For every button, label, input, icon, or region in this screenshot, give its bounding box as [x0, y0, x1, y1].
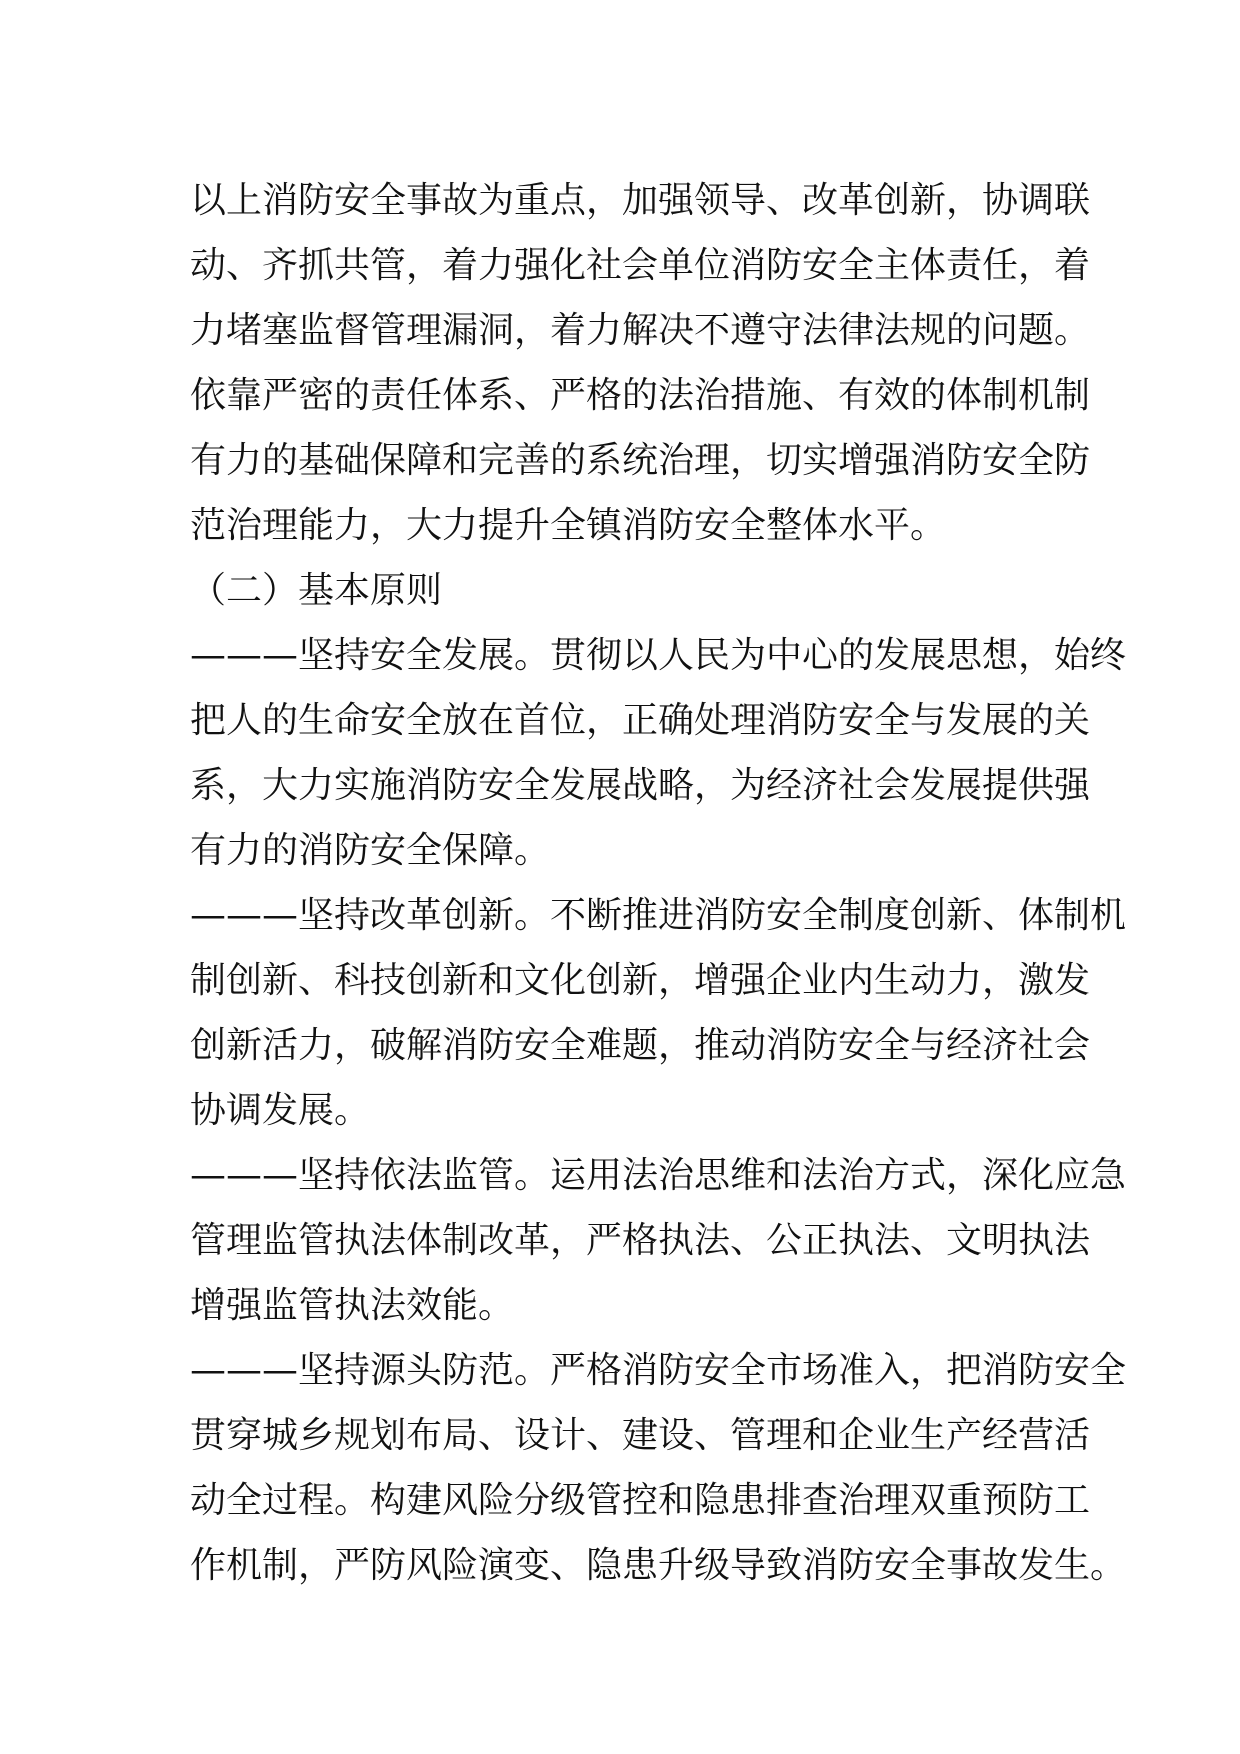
- text-line: 力堵塞监督管理漏洞，着力解决不遵守法律法规的问题。: [190, 310, 1091, 351]
- text-line: 动全过程。构建风险分级管控和隐患排查治理双重预防工: [190, 1480, 1091, 1521]
- text-line: ———坚持改革创新。不断推进消防安全制度创新、体制机: [190, 895, 1127, 936]
- text-line: 创新活力，破解消防安全难题，推动消防安全与经济社会: [190, 1025, 1091, 1066]
- text-line: 有力的基础保障和完善的系统治理，切实增强消防安全防: [190, 440, 1091, 481]
- document-body: [190, 168, 1127, 1598]
- text-line: ———坚持源头防范。严格消防安全市场准入，把消防安全: [190, 1350, 1127, 1391]
- text-line: 动、齐抓共管，着力强化社会单位消防安全主体责任，着: [190, 245, 1091, 286]
- text-line: 增强监管执法效能。: [190, 1285, 515, 1326]
- text-line: ———坚持安全发展。贯彻以人民为中心的发展思想，始终: [190, 635, 1127, 676]
- text-line: 范治理能力，大力提升全镇消防安全整体水平。: [190, 505, 947, 546]
- text-line: 依靠严密的责任体系、严格的法治措施、有效的体制机制: [190, 375, 1091, 416]
- text-line: 管理监管执法体制改革，严格执法、公正执法、文明执法: [190, 1220, 1091, 1261]
- text-line: 系，大力实施消防安全发展战略，为经济社会发展提供强: [190, 765, 1091, 806]
- text-line: 把人的生命安全放在首位，正确处理消防安全与发展的关: [190, 700, 1091, 741]
- section-heading: （二）基本原则: [190, 570, 443, 611]
- text-line: 制创新、科技创新和文化创新，增强企业内生动力，激发: [190, 960, 1091, 1001]
- text-line: 贯穿城乡规划布局、设计、建设、管理和企业生产经营活: [190, 1415, 1091, 1456]
- text-line: ———坚持依法监管。运用法治思维和法治方式，深化应急: [190, 1155, 1127, 1196]
- text-line: 协调发展。: [190, 1090, 371, 1131]
- text-line: 有力的消防安全保障。: [190, 830, 551, 871]
- text-line: 作机制，严防风险演变、隐患升级导致消防安全事故发生。: [190, 1545, 1127, 1586]
- text-line: 以上消防安全事故为重点，加强领导、改革创新，协调联: [190, 180, 1091, 221]
